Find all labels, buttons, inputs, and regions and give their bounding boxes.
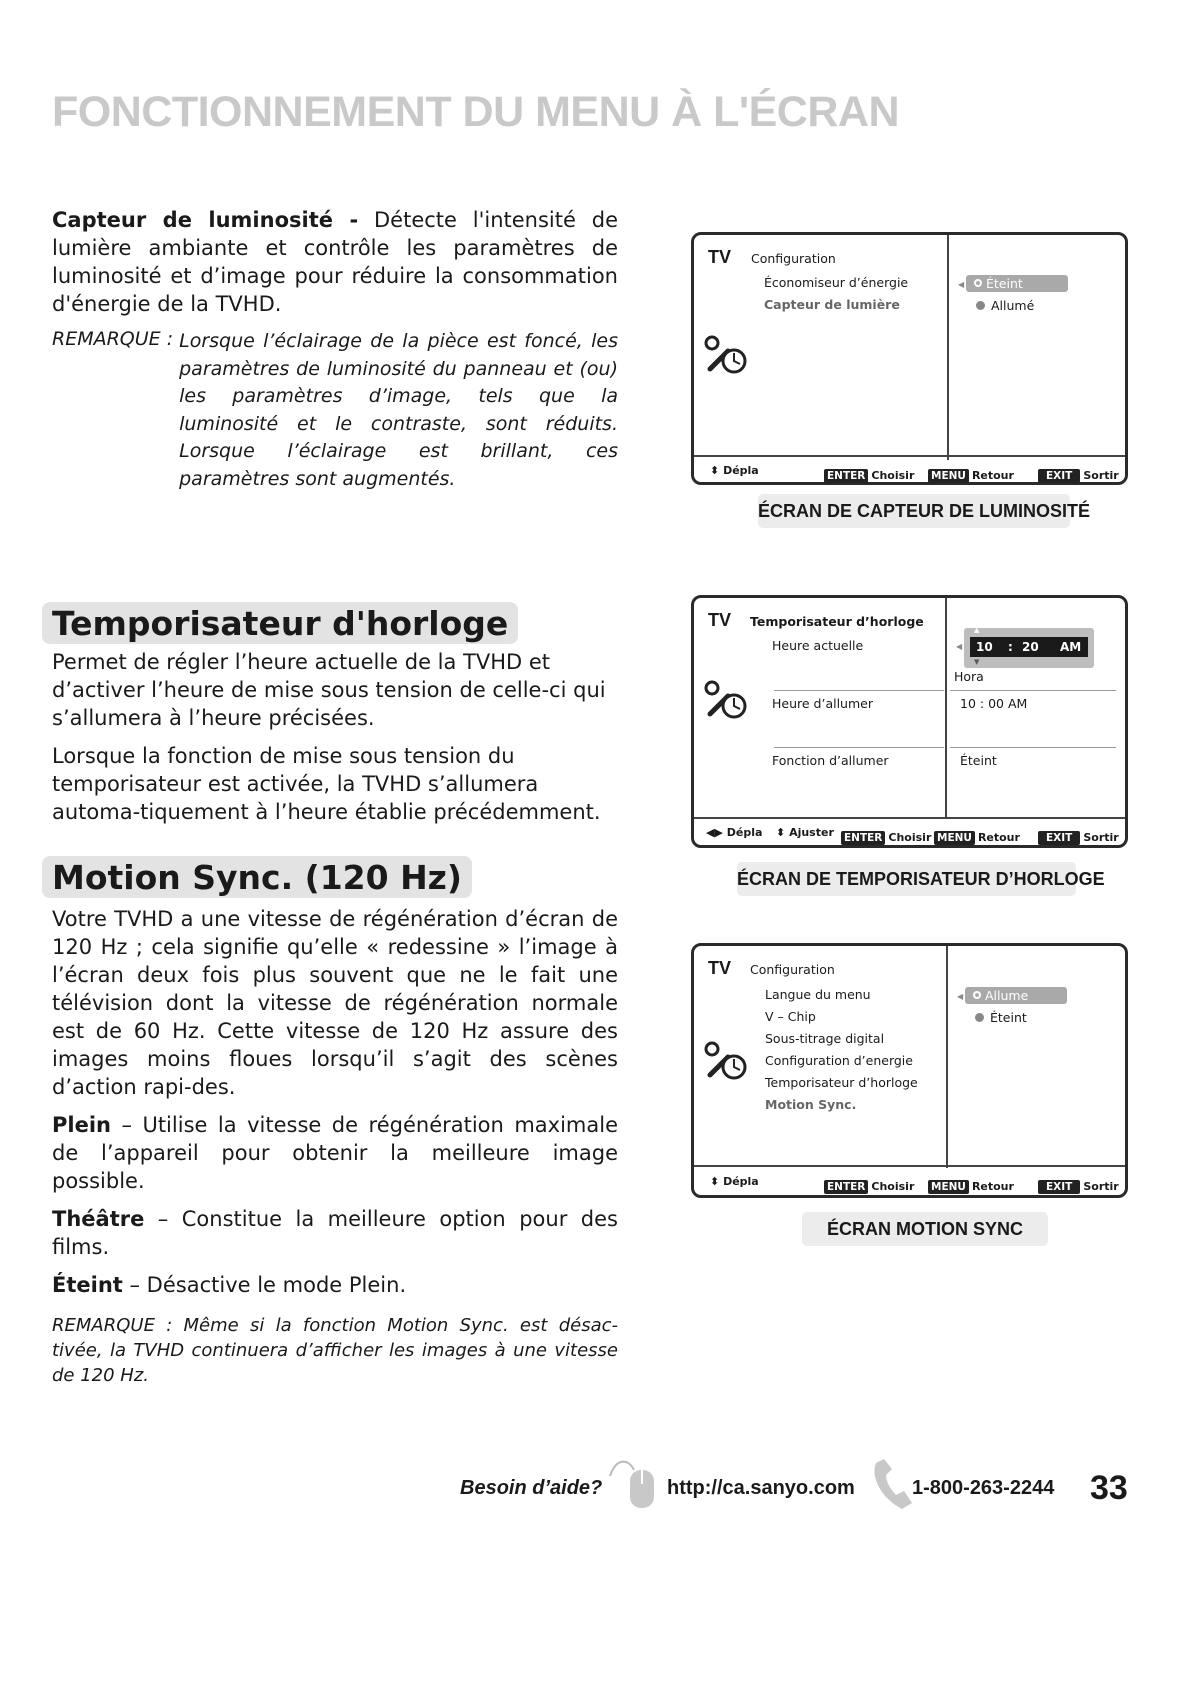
nav-menu: MENU Retour (934, 826, 1020, 845)
menu-item-current-time[interactable]: Heure actuelle (772, 638, 864, 653)
nav-menu: MENU Retour (928, 1175, 1014, 1194)
nav-exit: EXIT Sortir (1038, 1175, 1119, 1194)
nav-divider (694, 817, 1125, 819)
capteur-note-text: Lorsque l’éclairage de la pièce est foncé, les paramètres de luminosité du panneau et (ou) les paramètres d’image, tels que la luminosité et le contraste, sont réduits. Lorsque l’éclairage est brillant, ces paramètres sont augmentés. (179, 330, 618, 490)
motion-theatre (52, 1205, 618, 1261)
nav-move: ⬍ Dépla (710, 1175, 759, 1188)
option-on[interactable]: Allumé (976, 298, 1034, 313)
caption-temporisateur: ÉCRAN DE TEMPORISATEUR D’HORLOGE (737, 862, 1076, 896)
radio-icon (975, 1013, 984, 1022)
capteur-note-label: REMARQUE : (52, 328, 174, 350)
nav-divider (694, 1165, 1125, 1167)
row-divider (950, 747, 1116, 748)
screen-divider (947, 235, 949, 460)
nav-enter: ENTER Choisir (824, 464, 914, 483)
capteur-note (52, 328, 618, 493)
theatre-term: Théâtre (52, 1207, 145, 1231)
temporisateur-para1: Permet de régler l’heure actuelle de la TVHD et d’activer l’heure de mise sous tension de celle-ci qui s’allumera à l’heure précisées. (52, 650, 606, 730)
nav-move: ⬍ Dépla (710, 464, 759, 477)
option-off-selected[interactable]: Éteint (966, 275, 1068, 292)
screen-temporisateur (691, 595, 1128, 848)
page-title: FONCTIONNEMENT DU MENU À L'ÉCRAN (52, 88, 900, 136)
settings-tools-icon (704, 333, 750, 379)
time-editor[interactable] (964, 628, 1094, 668)
left-arrow-icon: ◀ (957, 992, 964, 1001)
menu-item-timer[interactable]: Temporisateur d’horloge (765, 1075, 918, 1090)
capteur-term: Capteur de luminosité - (52, 208, 359, 232)
footer-phone[interactable]: 1-800-263-2244 (912, 1477, 1055, 1499)
row-divider (774, 747, 944, 748)
nav-divider (694, 455, 1125, 457)
motion-eteint (52, 1271, 618, 1299)
menu-title: Temporisateur d’horloge (750, 614, 924, 629)
tv-label: TV (708, 958, 732, 978)
option-on-selected[interactable]: Allume (965, 987, 1067, 1004)
temporisateur-para2: Lorsque la fonction de mise sous tension du temporisateur est activée, la TVHD s’allumera automa-tiquement à l’heure établie précédemment. (52, 744, 601, 824)
motion-plein (52, 1111, 618, 1195)
screen-divider (946, 946, 948, 1168)
settings-tools-icon (704, 1039, 750, 1085)
screen-capteur (691, 232, 1128, 485)
theatre-desc: – Constitue la meilleure option pour des films. (52, 1207, 618, 1259)
up-arrow-icon: ▲ (974, 626, 980, 634)
menu-item-captions[interactable]: Sous-titrage digital (765, 1031, 885, 1046)
time-separator: : (1008, 640, 1013, 654)
power-on-function-value: Éteint (960, 753, 997, 768)
time-ampm[interactable]: AM (1060, 640, 1082, 654)
radio-icon (976, 301, 985, 310)
row-divider (950, 690, 1116, 691)
tv-label: TV (708, 247, 732, 267)
menu-item-power-on-function[interactable]: Fonction d’allumer (772, 753, 889, 768)
capteur-desc: Détecte l'intensité de lumière ambiante et contrôle les paramètres de luminosité et d’image pour réduire la consommation d'énergie de la TVHD. (52, 208, 618, 316)
time-minute[interactable]: 20 (1022, 640, 1039, 654)
nav-enter: ENTER Choisir (841, 826, 931, 845)
temporisateur-section (52, 648, 618, 826)
tv-label: TV (708, 610, 732, 630)
motion-section (52, 905, 618, 1388)
time-display (970, 637, 1088, 657)
nav-menu: MENU Retour (928, 464, 1014, 483)
eteint-desc: – Désactive le mode Plein. (122, 1273, 407, 1297)
menu-item-energy-saver[interactable]: Économiseur d’énergie (764, 275, 909, 290)
temporisateur-heading: Temporisateur d'horloge (42, 602, 518, 644)
time-hour[interactable]: 10 (976, 640, 993, 654)
radio-icon (973, 991, 981, 999)
updown-arrow-icon: ⬍ (710, 464, 720, 477)
power-on-time-value: 10 : 00 AM (960, 696, 1028, 711)
radio-icon (974, 279, 982, 287)
footer-url[interactable]: http://ca.sanyo.com (667, 1477, 855, 1499)
menu-item-language[interactable]: Langue du menu (765, 987, 871, 1002)
menu-item-energy[interactable]: Configuration d’energie (765, 1053, 913, 1068)
hora-label: Hora (954, 669, 984, 684)
row-divider (774, 690, 944, 691)
footer-help: Besoin d’aide? (460, 1477, 603, 1499)
capteur-section (52, 206, 618, 493)
menu-title: Configuration (751, 251, 836, 266)
settings-tools-icon (704, 678, 750, 724)
phone-icon (870, 1459, 918, 1513)
motion-para1: Votre TVHD a une vitesse de régénération d’écran de 120 Hz ; cela signifie qu’elle « redessine » l’image à l’écran deux fois plus souvent que ne le fait une télévision dont la vitesse de régénération normale est de 60 Hz. Cette vitesse de 120 Hz assure des images moins floues lorsqu’il s’agit des scènes d’action rapi-des. (52, 907, 618, 1099)
menu-title: Configuration (750, 962, 835, 977)
nav-adjust: ⬍ Ajuster (776, 826, 834, 839)
screen-divider (945, 598, 947, 819)
left-arrow-icon: ◀ (956, 642, 963, 651)
mouse-icon (606, 1456, 658, 1512)
menu-item-motion-sync[interactable]: Motion Sync. (765, 1097, 857, 1112)
nav-exit: EXIT Sortir (1038, 826, 1119, 845)
nav-move: ◀▶ Dépla (706, 826, 763, 839)
caption-motion-sync: ÉCRAN MOTION SYNC (802, 1212, 1048, 1246)
page-number: 33 (1090, 1469, 1128, 1507)
screen-motion-sync (691, 943, 1128, 1198)
capteur-paragraph (52, 206, 618, 318)
down-arrow-icon: ▼ (974, 658, 980, 666)
nav-enter: ENTER Choisir (824, 1175, 914, 1194)
motion-note: REMARQUE : Même si la fonction Motion Sync. est désac-tivée, la TVHD continuera d’afficher les images à une vitesse de 120 Hz. (52, 1315, 618, 1386)
option-off[interactable]: Éteint (975, 1010, 1027, 1025)
updown-arrow-icon: ⬍ (710, 1175, 720, 1188)
left-arrow-icon: ◀ (958, 280, 965, 289)
caption-capteur: ÉCRAN DE CAPTEUR DE LUMINOSITÉ (758, 494, 1070, 528)
menu-item-power-on-time[interactable]: Heure d’allumer (772, 696, 873, 711)
eteint-term: Éteint (52, 1273, 123, 1297)
menu-item-light-sensor[interactable]: Capteur de lumière (764, 297, 900, 312)
motion-heading: Motion Sync. (120 Hz) (42, 856, 472, 898)
updown-arrow-icon: ⬍ (776, 826, 786, 839)
nav-exit: EXIT Sortir (1038, 464, 1119, 483)
plein-desc: – Utilise la vitesse de régénération maximale de l’appareil pour obtenir la meilleure image possible. (52, 1113, 618, 1193)
plein-term: Plein (52, 1113, 111, 1137)
left-right-arrow-icon: ◀▶ (706, 826, 723, 839)
menu-item-vchip[interactable]: V – Chip (765, 1009, 816, 1024)
